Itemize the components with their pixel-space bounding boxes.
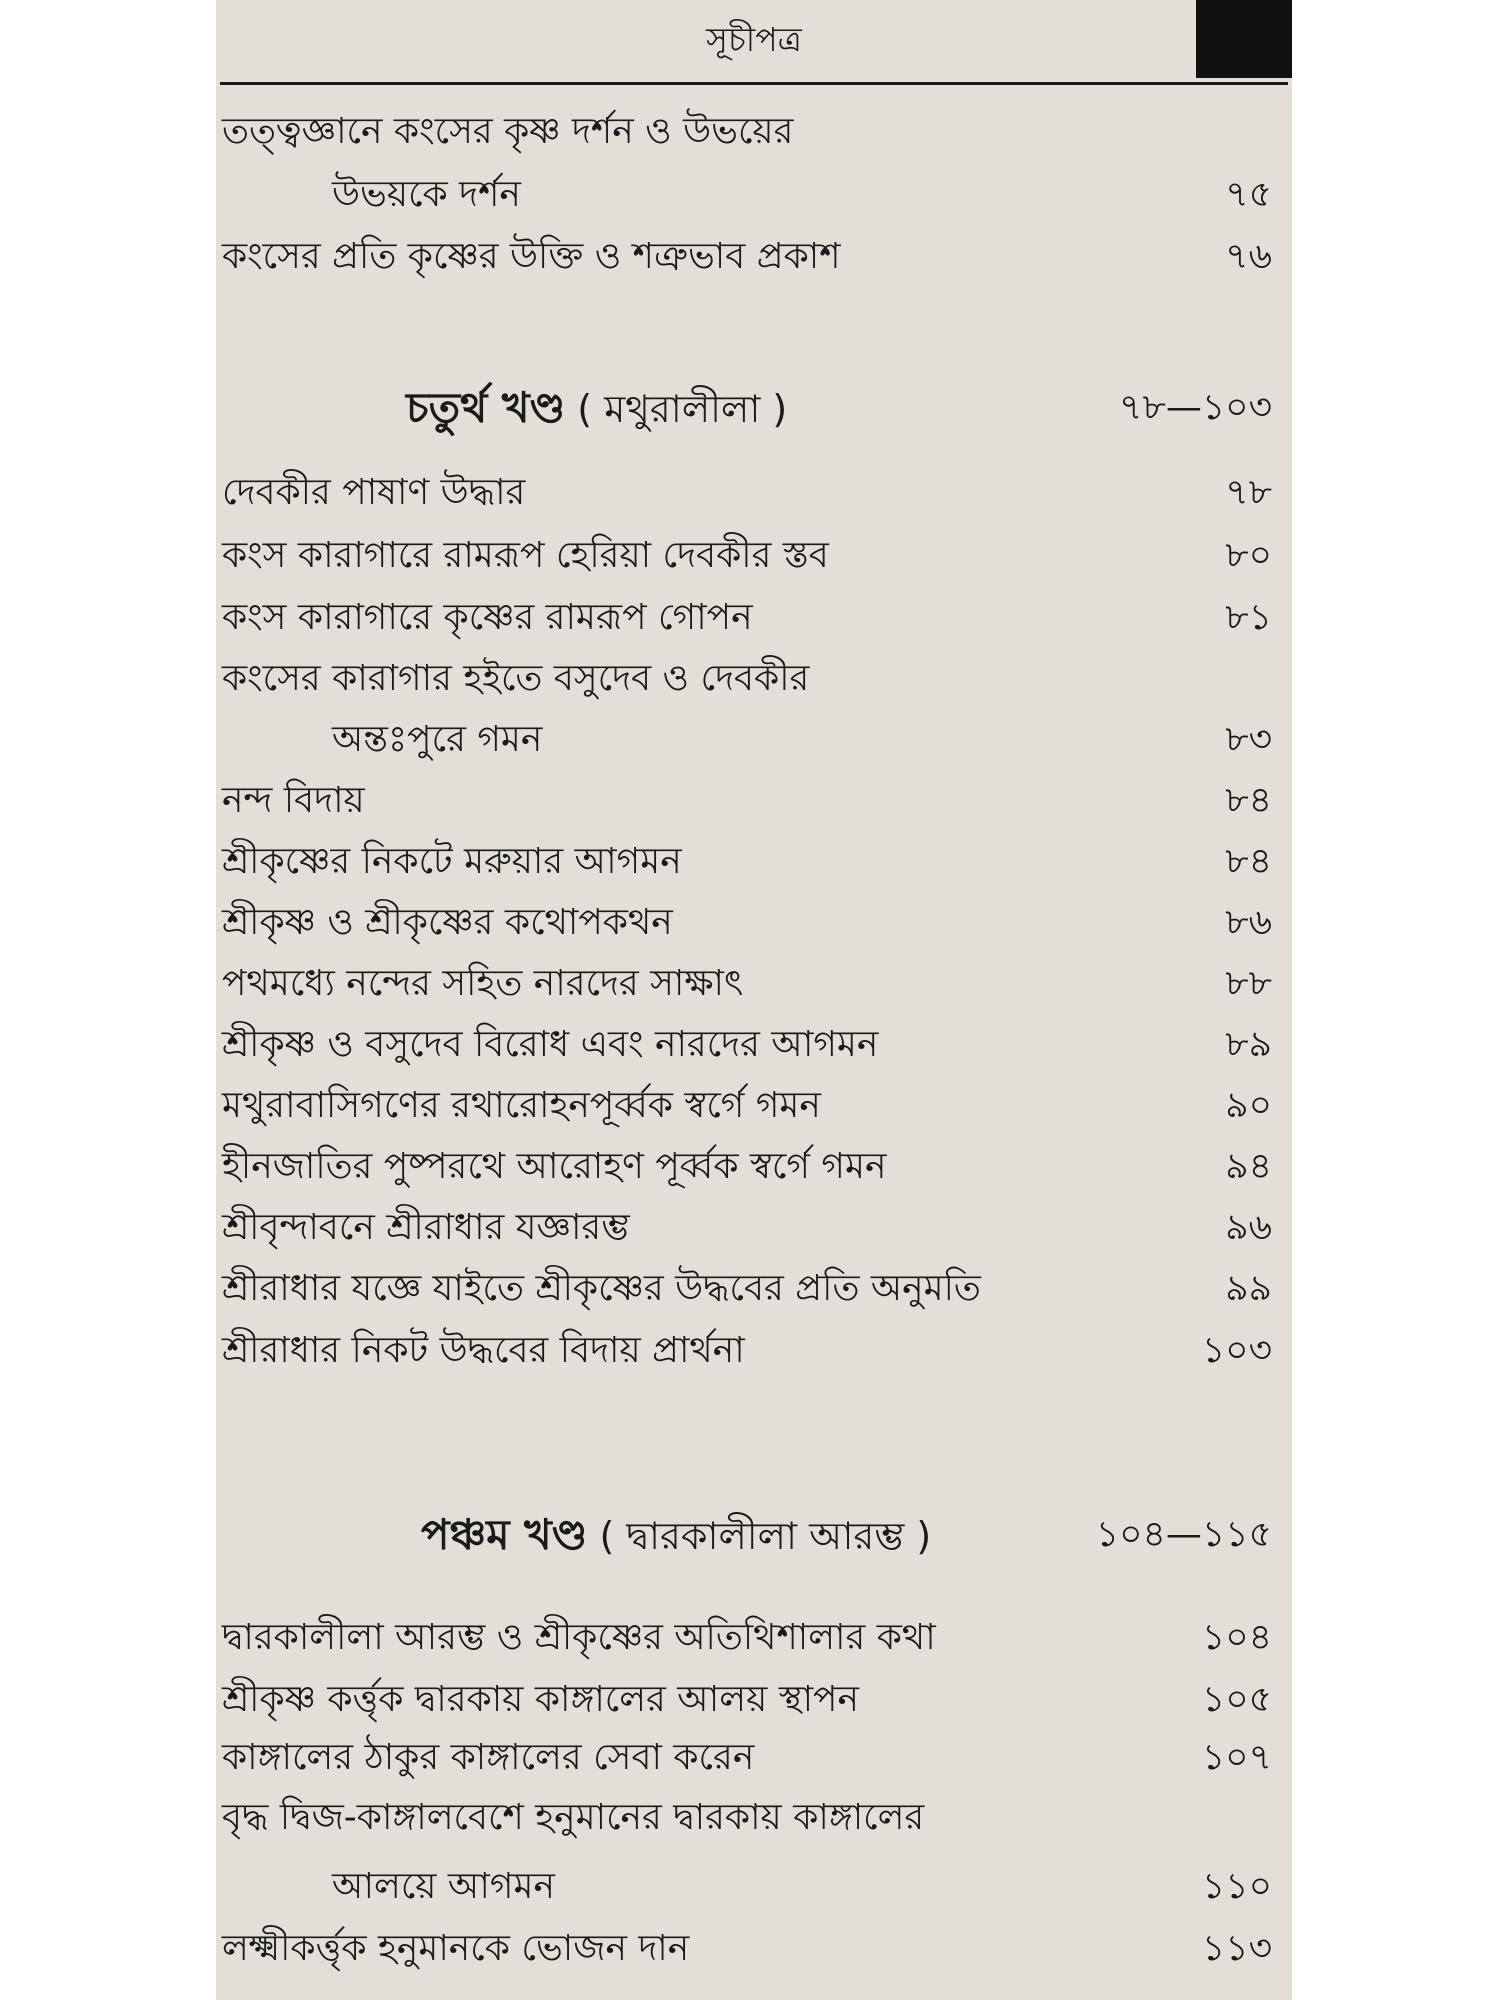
entry-page: ১০৭ [1201,1737,1272,1778]
entry-page: ৭৮ [1225,472,1272,513]
entry-title: নন্দ বিদায় [222,780,365,821]
toc-entry [222,232,1272,282]
toc-entry [222,1203,1272,1253]
section-heading [216,378,1272,438]
entry-title: কাঙ্গালের ঠাকুর কাঙ্গালের সেবা করেন [222,1737,755,1778]
entry-page: ১০৫ [1201,1679,1272,1720]
entry-title: কংস কারাগারে কৃষ্ণের রামরূপ গোপন [222,597,753,638]
section-page-range: ১০৪—১১৫ [1095,1514,1272,1555]
section-name: চতুর্থ খণ্ড [406,383,566,432]
entry-title: দেবকীর পাষাণ উদ্ধার [222,472,526,513]
toc-entry [222,837,1272,887]
toc-entry [222,959,1272,1009]
entry-title: কংসের প্রতি কৃষ্ণের উক্তি ও শত্রুভাব প্রকাশ [222,236,841,277]
book-page [216,0,1292,2000]
entry-page: ১০৩ [1201,1330,1272,1371]
entry-page: ৯৪ [1225,1146,1272,1187]
section-title [421,1505,931,1566]
entry-title: বৃদ্ধ দ্বিজ-কাঙ্গালবেশে হনুমানের দ্বারকায় কাঙ্গালের [222,1797,925,1838]
entry-title: লক্ষ্মীকর্ত্তৃক হনুমানকে ভোজন দান [222,1928,690,1969]
section-subtitle: ( মথুরালীলা ) [577,387,788,431]
entry-title: শ্রীকৃষ্ণ ও শ্রীকৃষ্ণের কথোপকথন [222,902,673,943]
toc-entry [222,593,1272,643]
entry-page: ১১৩ [1201,1928,1272,1969]
toc-entry [222,170,1272,220]
entry-title: কংসের কারাগার হইতে বসুদেব ও দেবকীর [222,658,810,699]
toc-entry [222,1675,1272,1725]
entry-page: ৭৬ [1225,236,1272,277]
entry-page: ৮৩ [1225,719,1272,760]
entry-title: আলয়ে আগমন [332,1866,555,1907]
entry-page: ৯৯ [1225,1268,1272,1309]
entry-title: শ্রীরাধার যজ্ঞে যাইতে শ্রীকৃষ্ণের উদ্ধবের প্রতি অনুমতি [222,1268,981,1309]
entry-title: দ্বারকালীলা আরম্ভ ও শ্রীকৃষ্ণের অতিথিশালার কথা [222,1617,936,1658]
toc-entry [222,1862,1272,1912]
section-page-range: ৭৮—১০৩ [1119,387,1272,428]
entry-page: ৯০ [1225,1085,1272,1126]
toc-entry [222,1081,1272,1131]
entry-page: ৮৪ [1225,841,1272,882]
entry-title: শ্রীকৃষ্ণ কর্ত্তৃক দ্বারকায় কাঙ্গালের আলয় স্থাপন [222,1679,859,1720]
entry-title: শ্রীরাধার নিকট উদ্ধবের বিদায় প্রার্থনা [222,1330,745,1371]
toc-entry [222,1264,1272,1314]
running-head: সূচীপত্র [706,20,802,59]
toc-entry [222,715,1272,765]
entry-page: ৭৫ [1225,174,1272,215]
entry-title: শ্রীবৃন্দাবনে শ্রীরাধার যজ্ঞারম্ভ [222,1207,630,1248]
toc-entry [222,654,1272,704]
entry-title: শ্রীকৃষ্ণ ও বসুদেব বিরোধ এবং নারদের আগমন [222,1024,879,1065]
toc-entry [222,107,1272,157]
entry-title: শ্রীকৃষ্ণের নিকটে মরুয়ার আগমন [222,841,682,882]
toc-entry [222,776,1272,826]
entry-title: তত্ত্বজ্ঞানে কংসের কৃষ্ণ দর্শন ও উভয়ের [222,111,794,152]
toc-entry [222,1613,1272,1663]
toc-entry [222,1733,1272,1783]
entry-page: ৮০ [1225,535,1272,576]
toc-entry [222,898,1272,948]
entry-title: মথুরাবাসিগণের রথারোহনপূর্ব্বক স্বর্গে গমন [222,1085,821,1126]
entry-title: কংস কারাগারে রামরূপ হেরিয়া দেবকীর স্তব [222,535,829,576]
section-title [406,378,787,439]
section-name: পঞ্চম খণ্ড [421,1510,588,1559]
entry-page: ৮১ [1225,597,1272,638]
header-rule [220,82,1288,85]
entry-page: ৮৬ [1225,902,1272,943]
entry-title: হীনজাতির পুষ্পরথে আরোহণ পূর্ব্বক স্বর্গে গমন [222,1146,887,1187]
toc-entry [222,468,1272,518]
section-heading [216,1505,1272,1565]
toc-entry [222,531,1272,581]
entry-title: অন্তঃপুরে গমন [332,719,543,760]
toc-entry [222,1924,1272,1974]
toc-entry [222,1142,1272,1192]
entry-page: ৮৮ [1225,963,1272,1004]
entry-title: পথমধ্যে নন্দের সহিত নারদের সাক্ষাৎ [222,963,744,1004]
entry-page: ৮৪ [1225,780,1272,821]
entry-page: ১০৪ [1201,1617,1272,1658]
toc-entry [222,1020,1272,1070]
entry-page: ১১০ [1201,1866,1272,1907]
toc-entry [222,1326,1272,1376]
entry-title: উভয়কে দর্শন [332,174,521,215]
section-subtitle: ( দ্বারকালীলা আরম্ভ ) [599,1514,932,1558]
entry-page: ৮৯ [1225,1024,1272,1065]
toc-entry [222,1793,1272,1843]
entry-page: ৯৬ [1225,1207,1272,1248]
